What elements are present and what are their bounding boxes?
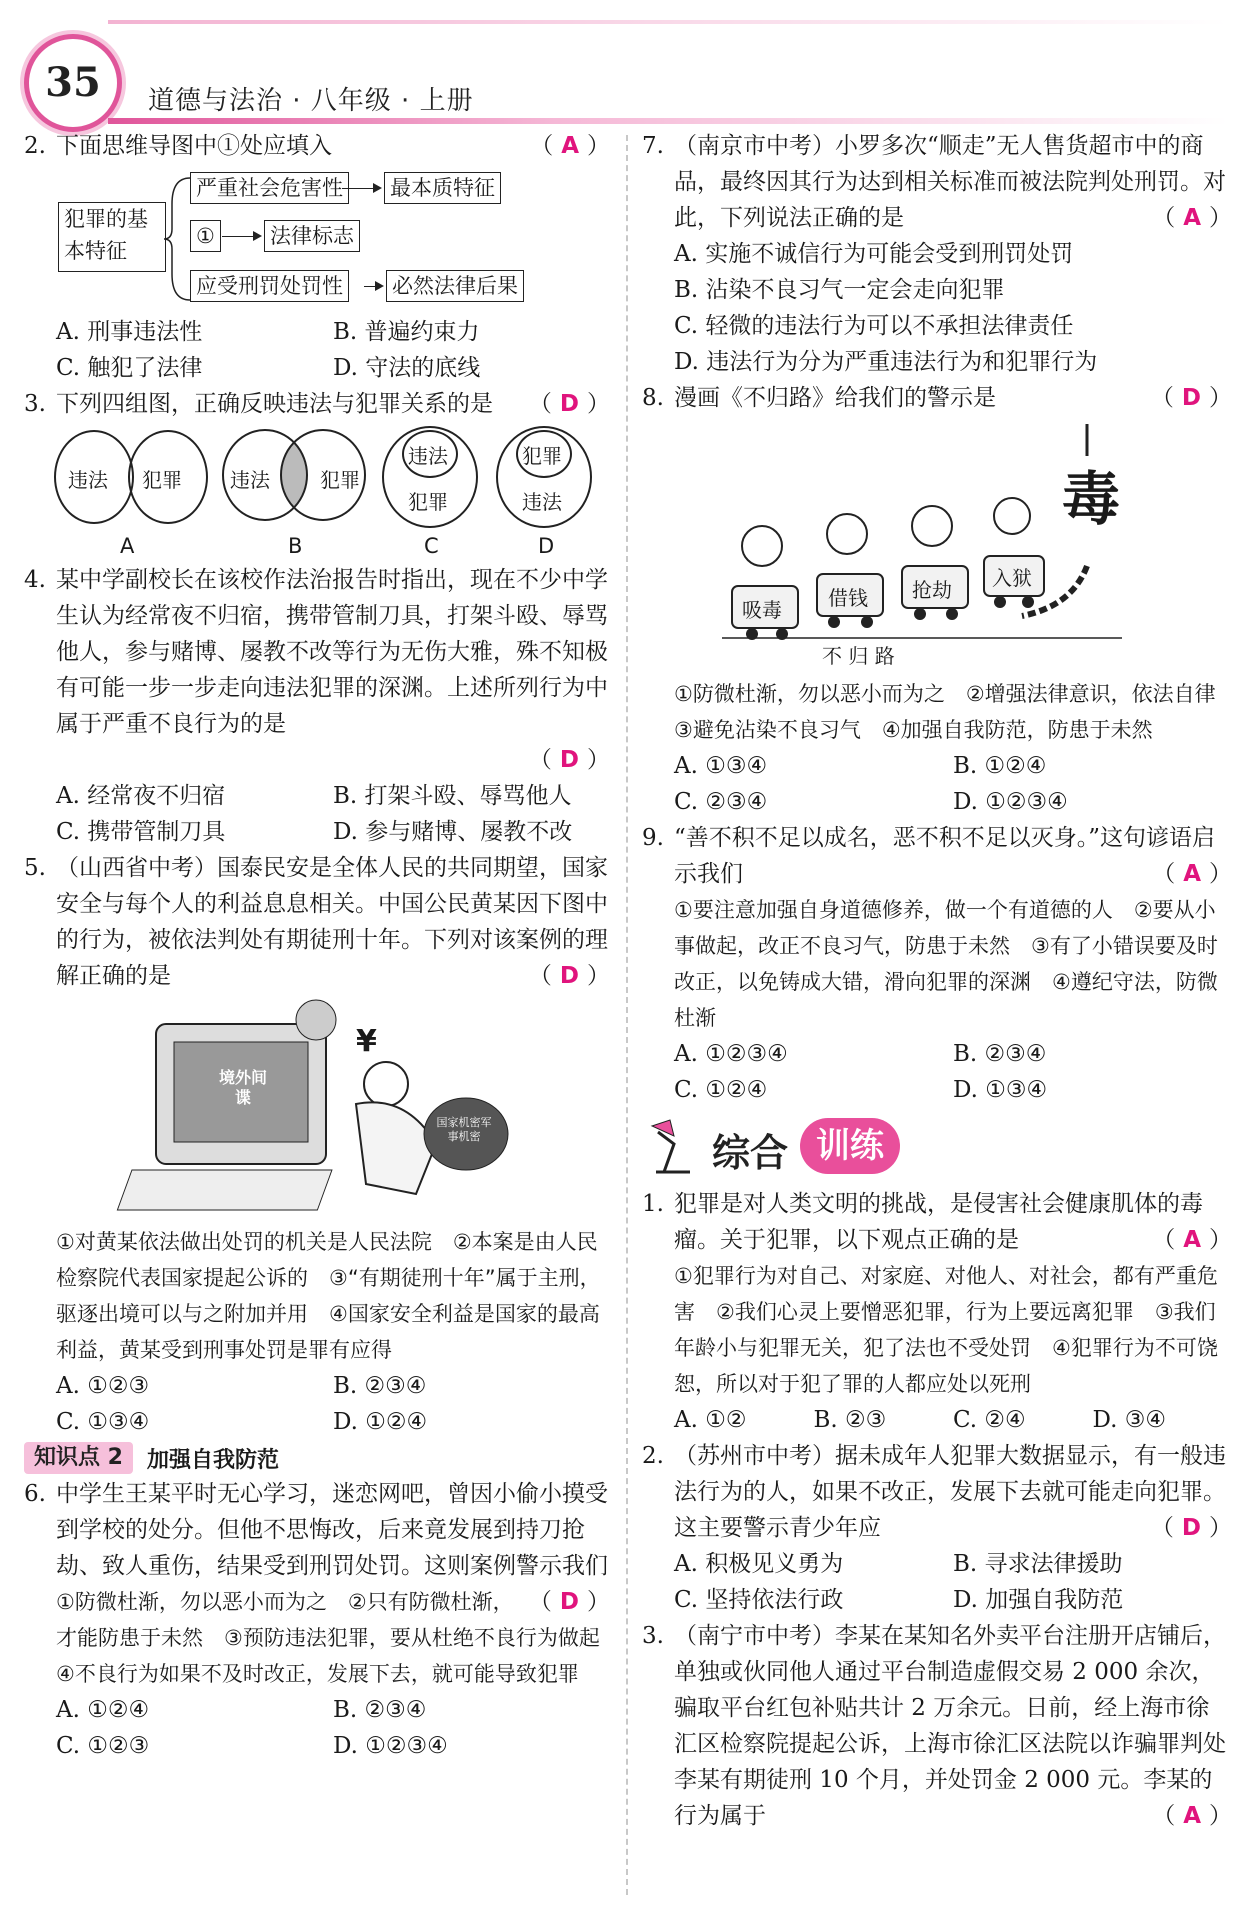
option-b: B. 寻求法律援助 [953,1551,1123,1577]
statements: ①对黄某依法做出处罚的机关是人民法院 ②本案是由人民检察院代表国家提起公诉的 ③“有期徒刑十年”属于主刑，驱逐出境可以与之附加并用 ④国家安全利益是国家的最高利益，黄某受到刑事处罚是罪有应得 [56,1230,601,1362]
option-d: D. ③④ [1092,1407,1166,1433]
arrow-icon [364,286,382,287]
answer-bracket: （ A ） [1152,205,1232,231]
column-divider [626,135,628,1895]
answer-bracket: （ D ） [528,1589,610,1615]
answer: A [1183,205,1201,231]
statements: ①犯罪行为对自己、对家庭、对他人、对社会，都有严重危害 ②我们心灵上要憎恶犯罪，行为上要远离犯罪 ③我们年龄小与犯罪无关，犯了法也不受处罚 ④犯罪行为不可饶恕，所以对于犯了罪的人都应处以死刑 [674,1264,1218,1396]
comprehensive-question-3 [642,1618,1232,1834]
option-a: A. ①② [674,1407,747,1433]
comprehensive-question-1 [642,1186,1232,1258]
venn-d-label-outer: 违法 [522,490,562,514]
comprehensive-question-2 [642,1438,1232,1546]
option-c: C. ①②④ [674,1077,768,1103]
answer-bracket: （ D ） [528,747,610,773]
option-d: D. 违法行为分为严重违法行为和犯罪行为 [674,349,1098,375]
option-b: B. ②③④ [333,1697,427,1723]
spy-illustration [56,994,610,1224]
option-c: C. 坚持依法行政 [674,1587,844,1613]
options [24,778,610,814]
question-text: （山西省中考）国泰民安是全体人民的共同期望，国家安全与每个人的利益息息相关。中国公民黄某因下图中的行为，被依法判处有期徒刑十年。下列对该案例的理解正确的是 [56,855,608,989]
answer-bracket: （ D ） [528,963,610,989]
question-text: 中学生王某平时无心学习，迷恋网吧，曾因小偷小摸受到学校的处分。但他不思悔改，后来竟发展到持刀抢劫、致人重伤，结果受到刑罚处罚。这则案例警示我们 [56,1481,608,1579]
option-c: C. 触犯了法律 [56,355,203,381]
venn-d-label-inner: 犯罪 [522,444,562,468]
answer: D [559,747,579,773]
answer-bracket: （ A ） [1152,861,1232,887]
venn-b-letter: B [288,534,303,558]
option-d: D. ①②③④ [953,789,1068,815]
answer-bracket: （ A ） [1152,1803,1232,1829]
question-5 [24,850,610,994]
knowledge-point-title: 加强自我防范 [146,1447,279,1473]
section-banner [642,1108,1232,1186]
banner-title-2: 训练 [800,1118,900,1174]
road-label: 不 归 路 [822,644,895,668]
question-number: 3. [24,391,46,417]
poison-character: 毒 [1062,465,1121,533]
question-text: 下列四组图，正确反映违法与犯罪关系的是 [56,391,493,417]
screen-text: 境外间谍 [218,1068,267,1107]
question-3 [24,386,610,422]
yen-icon: ¥ [356,1024,377,1059]
option-a: A. ①②③④ [674,1041,788,1067]
option-a: A. ①②④ [56,1697,150,1723]
page-header [0,0,1250,140]
option-c: C. ①③④ [56,1409,150,1435]
knowledge-point-2 [24,1442,610,1474]
option-c: C. 携带管制刀具 [56,819,226,845]
option-b: B. 沾染不良习气一定会走向犯罪 [674,277,1005,303]
venn-b-label-1: 违法 [230,468,270,492]
venn-d-letter: D [538,534,555,558]
option-a: A. ①③④ [674,753,768,779]
option-a: A. 刑事违法性 [56,319,203,345]
options [24,350,610,386]
options [24,814,610,850]
option-a: A. 积极见义勇为 [674,1551,844,1577]
question-number: 9. [642,825,664,851]
statements: ①防微杜渐，勿以恶小而为之 ②增强法律意识，依法自律 ③避免沾染不良习气 ④加强自我防范，防患于未然 [674,682,1237,742]
statements: ①要注意加强自身道德修养，做一个有道德的人 ②要从小事做起，改正不良习气，防患于未然 ③有了小错误要及时改正，以免铸成大错，滑向犯罪的深渊 ④遵纪守法，防微杜渐 [674,898,1218,1030]
mind-branch-3: 应受刑罚处罚性 [190,270,349,302]
mind-root: 犯罪的基本特征 [58,202,166,272]
option-d: D. ①②④ [333,1409,428,1435]
question-text: 某中学副校长在该校作法治报告时指出，现在不少中学生认为经常夜不归宿，携带管制刀具，打架斗殴、辱骂他人，参与赌博、屡教不改等行为无伤大雅，殊不知极有可能一步一步走向违法犯罪的深渊。上述所列行为中属于严重不良行为的是 [56,567,608,737]
question-4 [24,562,610,742]
page-number: 35 [24,34,122,132]
car-label-borrow: 借钱 [828,586,868,610]
venn-a-label-1: 违法 [68,468,108,492]
statements: ①防微杜渐，勿以恶小而为之 ②只有防微杜渐，才能防患于未然 ③预防违法犯罪，要从杜绝不良行为做起 ④不良行为如果不及时改正，发展下去，就可能导致犯罪 [56,1590,621,1686]
options [642,748,1232,784]
venn-c-letter: C [424,534,439,558]
car-label-drug: 吸毒 [742,598,782,622]
answer-bracket: （ A ） [530,133,610,159]
venn-diagrams [24,422,610,562]
answer-bracket: （ D ） [1150,385,1232,411]
header-top-bar [108,20,1228,24]
venn-c-label-outer: 犯罪 [408,490,448,514]
mind-branch-1-result: 最本质特征 [384,172,501,204]
question-number: 5. [24,855,46,881]
question-number: 2. [24,133,46,159]
options [24,1692,610,1728]
question-9 [642,820,1232,892]
book-title: 道德与法治 · 八年级 · 上册 [148,86,474,116]
answer-bracket: （ A ） [1152,1227,1232,1253]
answer-line [24,742,610,778]
question-text: 犯罪是对人类文明的挑战，是侵害社会健康肌体的毒瘤。关于犯罪，以下观点正确的是 [674,1191,1203,1253]
option-d: D. ①②③④ [333,1733,448,1759]
option-d: D. 守法的底线 [333,355,481,381]
question-7 [642,128,1232,236]
question-number: 8. [642,385,664,411]
option-c: C. ②③④ [674,789,768,815]
question-number: 4. [24,567,46,593]
answer: A [561,133,579,159]
question-8 [642,380,1232,416]
option-b: B. 普遍约束力 [333,319,480,345]
question-number: 6. [24,1481,46,1507]
question-text: “善不积不足以成名，恶不积不足以灭身。”这句谚语启示我们 [674,825,1216,887]
options [24,1728,610,1764]
options [24,1404,610,1440]
mind-branch-1: 严重社会危害性 [190,172,349,204]
question-6 [24,1476,610,1615]
left-column [24,128,621,1764]
venn-c-label-inner: 违法 [408,444,448,468]
options [24,314,610,350]
question-number: 2. [642,1443,664,1469]
option-d: D. 参与赌博、屡教不改 [333,819,573,845]
options [642,1582,1232,1618]
option-c: C. 轻微的违法行为可以不承担法律责任 [674,313,1074,339]
option-b: B. ①②④ [953,753,1047,779]
comic-no-return-road [722,416,1232,676]
question-number: 7. [642,133,664,159]
venn-a-letter: A [120,534,135,558]
answer-bracket: （ D ） [528,391,610,417]
question-text: 下面思维导图中①处应填入 [56,133,332,159]
question-2 [24,128,610,164]
question-text: （南宁市中考）李某在某知名外卖平台注册开店铺后，单独或伙同他人通过平台制造虚假交易 2 000 余次，骗取平台红包补贴共计 2 万余元。日前，经上海市徐汇区检察院提起公诉，上海市徐汇区法院以诈骗罪判处李某有期徒刑 10 个月，并处罚金 2 000 元。李某的行为属于 [674,1623,1226,1829]
options [642,784,1232,820]
answer: D [559,391,579,417]
option-b: B. ②③④ [953,1041,1047,1067]
mind-branch-2: ① [190,220,221,252]
option-c: C. ①②③ [56,1733,150,1759]
option-c: C. ②④ [953,1407,1026,1433]
answer: D [559,963,579,989]
venn-b-label-2: 犯罪 [320,468,360,492]
option-d: D. 加强自我防范 [953,1587,1124,1613]
header-rule [108,118,1228,124]
option-a: A. ①②③ [56,1373,150,1399]
venn-a-label-2: 犯罪 [142,468,182,492]
lamp-icon [650,1118,700,1176]
options [24,1368,610,1404]
options [642,1546,1232,1582]
question-text: （苏州市中考）据未成年人犯罪大数据显示，有一般违法行为的人，如果不改正，发展下去就可能走向犯罪。这主要警示青少年应 [674,1443,1226,1541]
answer: A [1183,1803,1201,1829]
options [642,1402,1232,1438]
option-a: A. 经常夜不归宿 [56,783,226,809]
answer: A [1183,1227,1201,1253]
question-number: 3. [642,1623,664,1649]
answer: A [1183,861,1201,887]
answer: D [1181,1515,1201,1541]
right-column [642,128,1237,1834]
mind-branch-2-result: 法律标志 [264,220,360,252]
question-text: （南京市中考）小罗多次“顺走”无人售货超市中的商品，最终因其行为达到相关标准而被法院判处刑罚。对此，下列说法正确的是 [674,133,1226,231]
mind-map [56,164,610,314]
arrow-icon [222,236,260,237]
mind-branch-3-result: 必然法律后果 [386,270,524,302]
arrow-icon [342,188,380,189]
options [642,1036,1232,1072]
knowledge-point-tag: 知识点 2 [24,1442,133,1474]
car-label-prison: 入狱 [992,566,1032,590]
option-b: B. ②③④ [333,1373,427,1399]
bag-text: 国家机密军事机密 [436,1116,492,1143]
question-number: 1. [642,1191,664,1217]
question-text: 漫画《不归路》给我们的警示是 [674,385,996,411]
brace-icon [162,174,192,304]
option-a: A. 实施不诚信行为可能会受到刑罚处罚 [674,241,1074,267]
answer-bracket: （ D ） [1150,1515,1232,1541]
options [642,1072,1232,1108]
car-label-rob: 抢劫 [912,578,952,602]
option-d: D. ①③④ [953,1077,1048,1103]
answer: D [559,1589,579,1615]
banner-title-1: 综合 [712,1131,789,1175]
option-b: B. ②③ [813,1407,887,1433]
option-b: B. 打架斗殴、辱骂他人 [333,783,572,809]
answer: D [1181,385,1201,411]
